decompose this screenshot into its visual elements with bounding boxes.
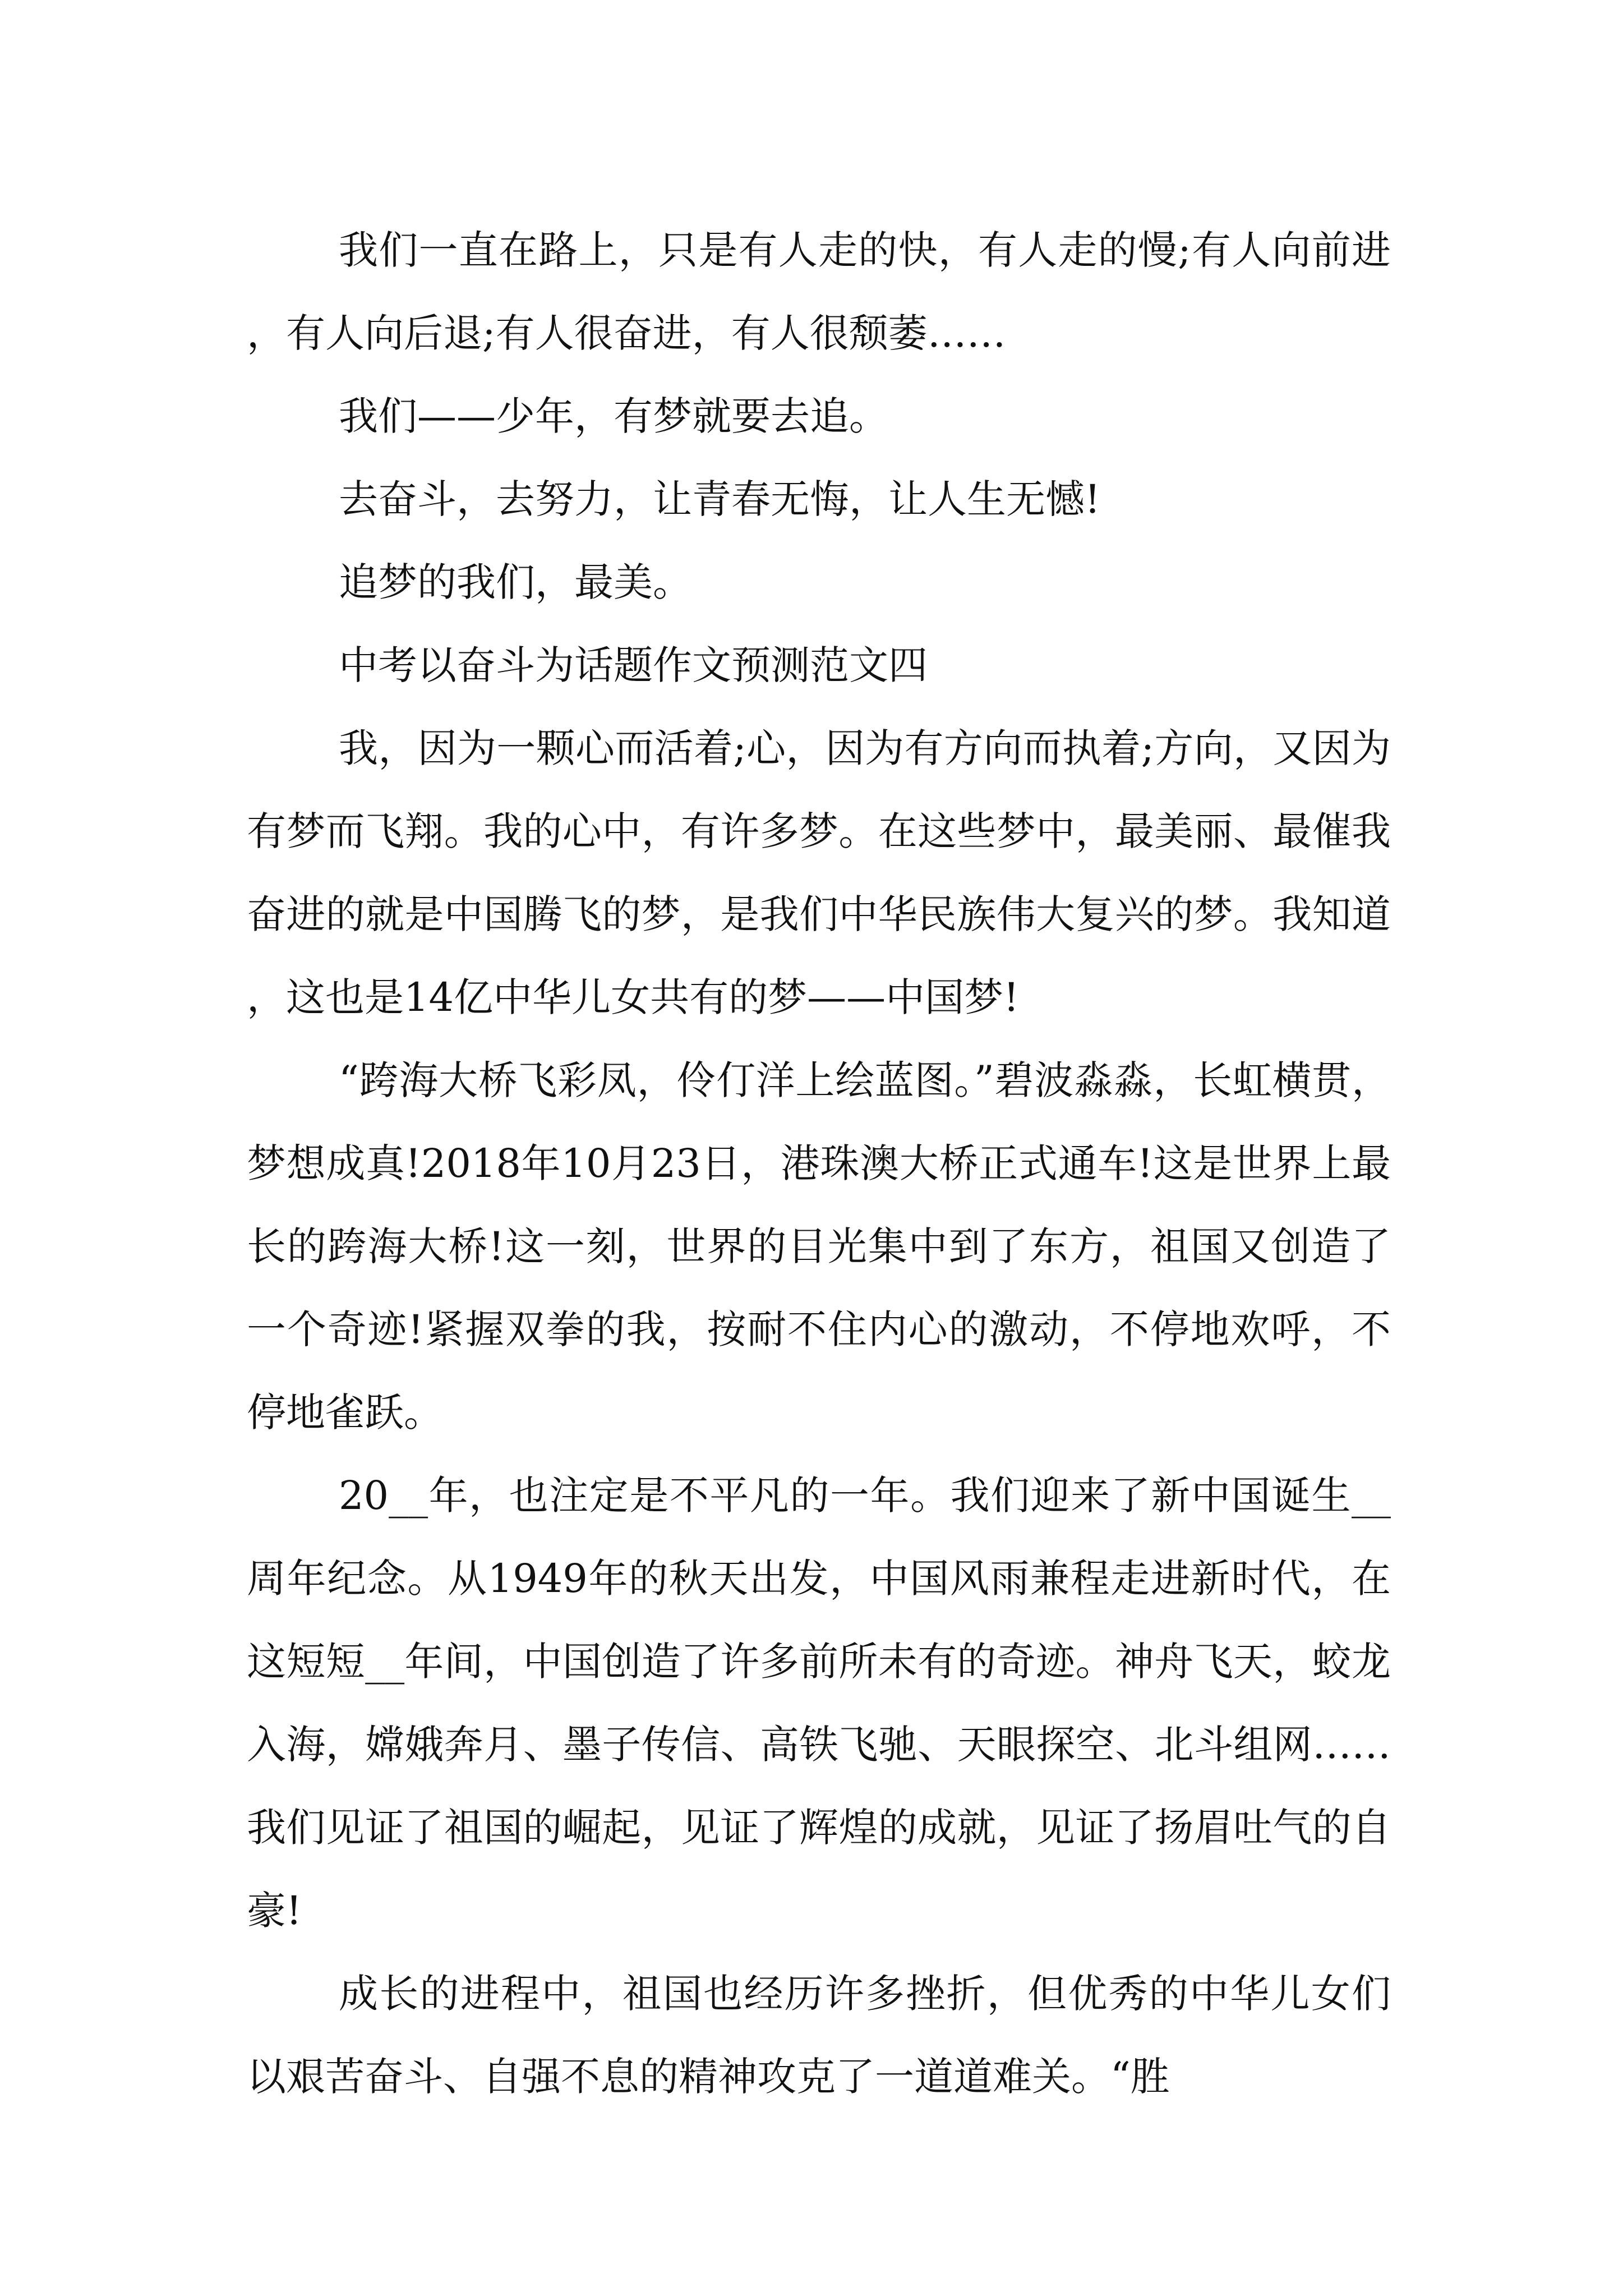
paragraph-2: 我们——少年，有梦就要去追。 xyxy=(339,393,888,439)
paragraph-6: “跨海大桥飞彩凤，伶仃洋上绘蓝图。”碧波淼淼，长虹横贯，梦想成真!2018年10月23日，港珠澳大桥正式通车!这是世界上最长的跨海大桥!这一刻，世界的目光集中到了东方，祖国又创造了一个奇迹!紧握双拳的我，按耐不住内心的激动，不停地欢呼，不停地雀跃。 xyxy=(247,1057,1391,1435)
paragraph-1: 我们一直在路上，只是有人走的快，有人走的慢;有人向前进，有人向后退;有人很奋进，有人很颓萎…… xyxy=(247,227,1391,356)
section-heading: 中考以奋斗为话题作文预测范文四 xyxy=(339,642,928,688)
paragraph-4: 追梦的我们，最美。 xyxy=(339,559,692,605)
paragraph-3: 去奋斗，去努力，让青春无悔，让人生无憾! xyxy=(339,476,1101,522)
paragraph-5: 我，因为一颗心而活着;心，因为有方向而执着;方向，又因为有梦而飞翔。我的心中，有许多梦。在这些梦中，最美丽、最催我奋进的就是中国腾飞的梦，是我们中华民族伟大复兴的梦。我知道，这也是14亿中华儿女共有的梦——中国梦! xyxy=(247,725,1391,1020)
paragraph-8: 成长的进程中，祖国也经历许多挫折，但优秀的中华儿女们以艰苦奋斗、自强不息的精神攻克了一道道难关。“胜 xyxy=(247,1971,1391,2100)
paragraph-7: 20__年，也注定是不平凡的一年。我们迎来了新中国诞生__周年纪念。从1949年的秋天出发，中国风雨兼程走进新时代，在这短短__年间，中国创造了许多前所未有的奇迹。神舟飞天，蛟龙入海，嫦娥奔月、墨子传信、高铁飞驰、天眼探空、北斗组网……我们见证了祖国的崛起，见证了辉煌的成就，见证了扬眉吐气的自豪! xyxy=(247,1473,1391,1934)
document-body xyxy=(247,209,1391,2118)
